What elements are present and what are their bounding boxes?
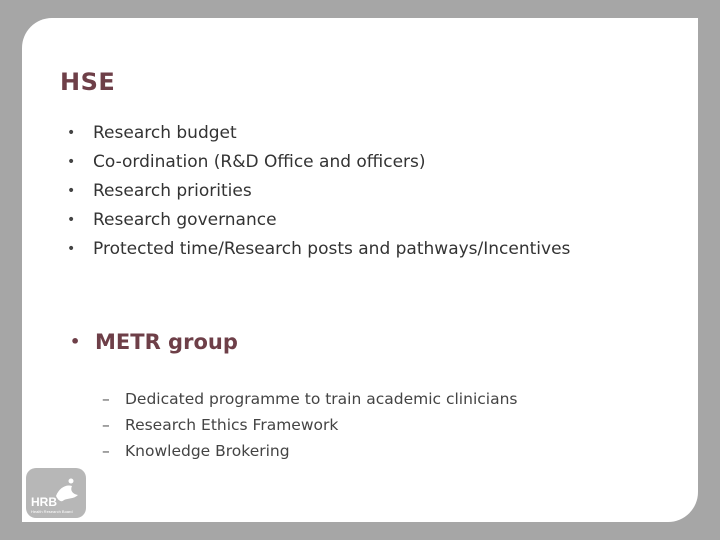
group-heading — [70, 330, 238, 354]
bullet-icon: • — [67, 154, 76, 170]
sub-bullet-text: Research Ethics Framework — [125, 416, 339, 434]
list-item — [102, 438, 517, 464]
bullet-list — [67, 119, 570, 264]
slide-title: HSE — [60, 68, 116, 96]
slide — [22, 18, 698, 522]
bullet-text: Protected time/Research posts and pathways/Incentives — [93, 239, 571, 259]
dash-icon: – — [102, 390, 110, 408]
bullet-text: Research budget — [93, 123, 237, 143]
bullet-text: Co-ordination (R&D Office and officers) — [93, 152, 426, 172]
hrb-logo — [26, 468, 86, 518]
dash-icon: – — [102, 416, 110, 434]
bullet-icon: • — [67, 241, 76, 257]
bullet-icon: • — [67, 125, 76, 141]
logo-dot — [69, 479, 74, 484]
logo-text: HRB — [31, 495, 57, 509]
bullet-text: Research governance — [93, 210, 277, 230]
list-item — [102, 386, 517, 412]
bullet-icon: • — [67, 183, 76, 199]
dash-icon: – — [102, 442, 110, 460]
list-item — [67, 206, 570, 235]
bullet-icon: • — [67, 212, 76, 228]
logo-subtext: Health Research Board — [31, 509, 73, 514]
sub-bullet-list — [102, 386, 517, 464]
group-heading-text: METR group — [95, 330, 238, 354]
list-item — [67, 177, 570, 206]
sub-bullet-text: Dedicated programme to train academic clinicians — [125, 390, 518, 408]
list-item — [67, 235, 570, 264]
list-item — [102, 412, 517, 438]
bullet-text: Research priorities — [93, 181, 252, 201]
list-item — [67, 148, 570, 177]
list-item — [67, 119, 570, 148]
bullet-icon: • — [70, 332, 81, 351]
sub-bullet-text: Knowledge Brokering — [125, 442, 290, 460]
